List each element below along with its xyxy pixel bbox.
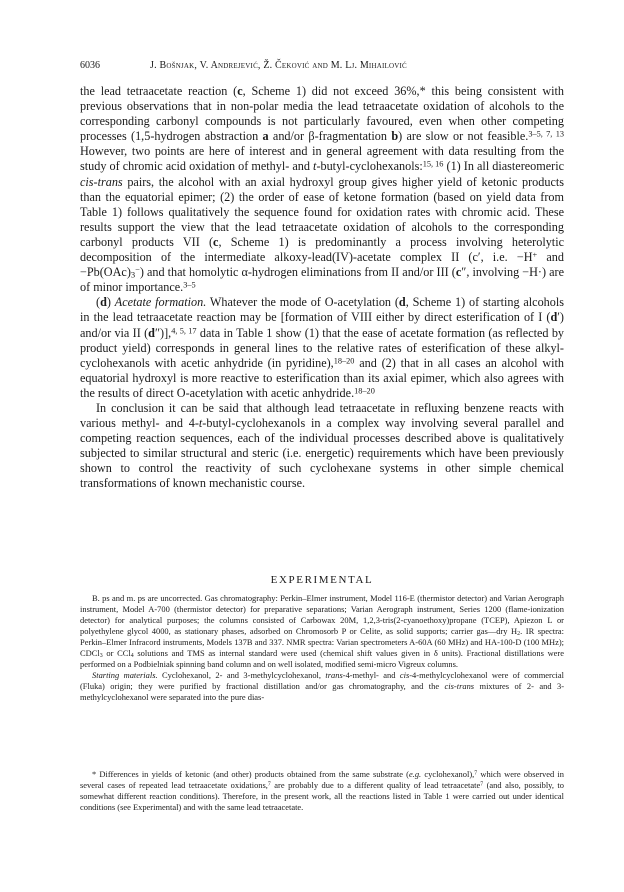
citation: 3–5 xyxy=(183,280,196,290)
paragraph-starting-materials: Starting materials. Cyclohexanol, 2- and 3-methylcyclohexanol, trans-4-methyl- and cis-4-methylcyclohexanol were of commercial (Fluka) origin; they were purified by fractional distillation and/or gas chromatography, and the cis-trans mixtures of 2- and 3-methylcyclohexanol were separated into the pure dias- xyxy=(80,670,565,703)
paragraph-ketone-formation: the lead tetraacetate reaction (c, Scheme 1) did not exceed 36%,* this being consistent with previous observations that in non-polar media the lead tetraacetate oxidation of alcohols to the corresponding carbonyl compounds is not particularly favoured, even when other competing processes (1,5-hydrogen abstraction a and/or β-fragmentation b) are slow or not feasible.$^{3-5, 7, 13}$ However, two points are here of interest and in general agreement with data resulting from the study of chromic acid oxidation of methyl- and t-butyl-cyclohexanols:$^{15, 16}$ (1) In all diastereomeric cis-trans pairs, the alcohol with an axial hydroxyl group gives higher yield of ketonic products than the equatorial epimer; (2) the order of ease of ketone formation (based on yield data from Table 1) follows qualitatively the sequence found for oxidation rates with chromic acid. These results support the view that the lead tetraacetate oxidation of alcohols to the corresponding carbonyl products VII (c, Scheme 1) is predominantly a process involving heterolytic decomposition of the intermediate alkoxy-lead(IV)-acetate complex II (c′, i.e. −H+ and $-Pb(OAc)_3^-$) and that homolytic α-hydrogen eliminations from II and/or III (c″, involving −H·) are of minor importance.$^{3-5}$ xyxy=(80,84,565,295)
section-heading-experimental: EXPERIMENTAL xyxy=(270,574,374,586)
running-header xyxy=(80,60,564,71)
footnote-text: * Differences in yields of ketonic (and other) products obtained from the same substrate (e.g. cyclohexanol),$^7$ which were observed in several cases of repeated lead tetraacetate oxidations,$^7$ are probably due to a different quality of lead tetraacetate$^7$ (and also, possibly, to somewhat different reaction conditions). Therefore, in the present work, all the reactions listed in Table 1 were carried out under identical conditions (see Experimental) and with the same lead tetraacetate. xyxy=(80,769,564,813)
running-head-authors: J. Bošnjak, V. Andrejević, Ž. Čeković and M. Lj. Mihailović xyxy=(150,60,407,71)
citation: 7 xyxy=(267,781,271,788)
body-text xyxy=(80,84,564,492)
experimental-text xyxy=(80,593,564,703)
citation: 18–20 xyxy=(333,355,355,365)
citation: 3–5, 7, 13 xyxy=(528,129,564,139)
footnote xyxy=(80,769,564,813)
paragraph-conclusion: In conclusion it can be said that although lead tetraacetate in refluxing benzene reacts with various methyl- and 4-t-butyl-cyclohexanols in a complex way involving several parallel and competing reaction sequences, each of the individual processes described above is qualitatively subjected to similar structural and steric (i.e. energetic) requirements which have been previously shown to control the reactivity of such cyclohexane systems in other simple chemical transformations of known mechanistic course. xyxy=(80,400,564,491)
paragraph-instruments: B. ps and m. ps are uncorrected. Gas chromatography: Perkin–Elmer instrument, Model 116-E (thermistor detector) and Varian Aerograph instrument, Model A-700 (thermistor detector) for preparative separations; Varian Aerograph instrument, Series 1200 (flame-ionization detector) for analytical purposes; the columns consisted of Carbowax 20M, 1,2,3-tris(2-cyanoethoxy)propane (TCEP), Apiezon L or polyethylene glycol 4000, as stationary phases, adsorbed on Chromosorb P or Celite, as solid supports; carrier gas—dry $H_2$. IR spectra: Perkin–Elmer Infracord instruments, Models 137B and 337. NMR spectra: Varian spectrometers A-60A (60 MHz) and HA-100-D (100 MHz); CDCl$_3$ or CCl$_4$ solutions and TMS as internal standard were used (chemical shift values given in δ units). Fractional distillations were performed on a Podbielniak spinning band column and on well isolated, modified semi-micro Vigreux columns. xyxy=(80,593,564,670)
citation: 18–20 xyxy=(354,386,375,396)
citation: 4, 5, 17 xyxy=(171,325,197,335)
paragraph-acetate-formation: (d) Acetate formation. Whatever the mode of O-acetylation (d, Scheme 1) of starting alcohols in the lead tetraacetate reaction may be [formation of VIII either by direct esterification of I (d′) and/or via II (d″)],$^{4, 5, 17}$ data in Table 1 show (1) that the ease of acetate formation (as reflected by product yield) corresponds in general lines to the relative rates of esterification of these alkyl-cyclohexanols with acetic anhydride (in pyridine),$^{18-20}$ and (2) that in all cases an alcohol with equatorial hydroxyl is more reactive to esterification than its axial epimer, which also agrees with the results of direct O-acetylation with acetic anhydride.$^{18-20}$ xyxy=(80,295,565,400)
page-number: 6036 xyxy=(80,60,100,71)
citation: 7 xyxy=(480,781,484,788)
citation: 15, 16 xyxy=(422,159,444,169)
citation: 7 xyxy=(474,770,478,777)
